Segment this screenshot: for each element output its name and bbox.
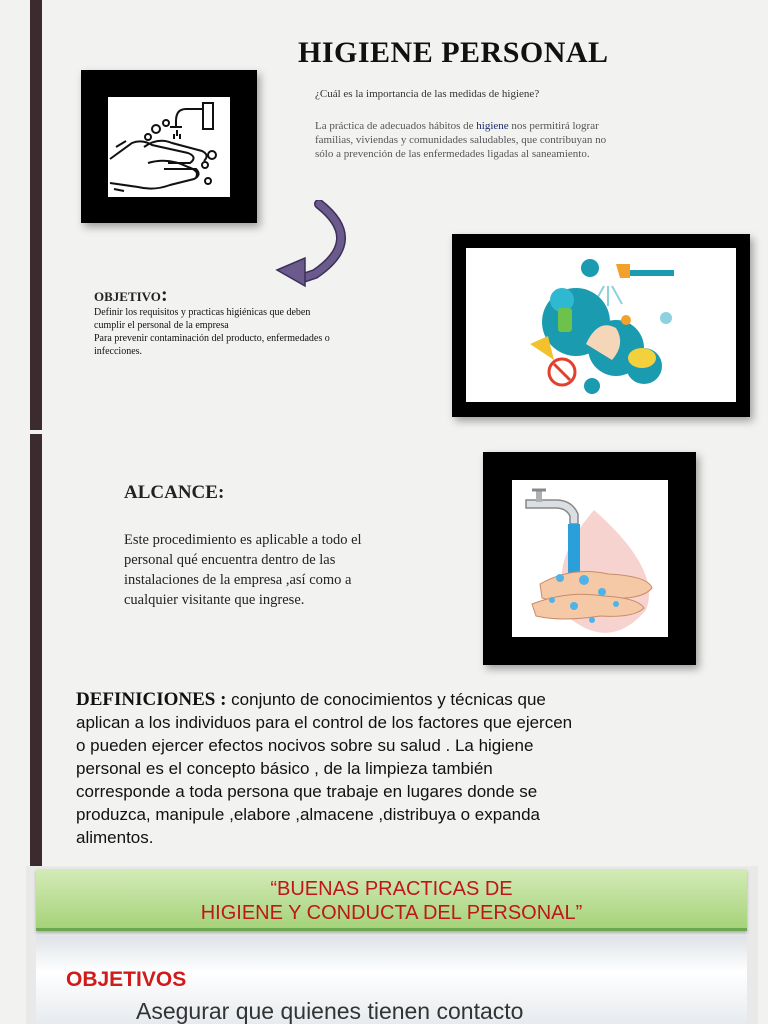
- hygiene-image-frame: [452, 234, 750, 417]
- hand-washing-image-frame: [81, 70, 257, 223]
- objetivo-heading: OBJETIVO:: [94, 284, 168, 306]
- hand-wash-image-frame: [483, 452, 696, 665]
- hygiene-items-illustration: [466, 248, 736, 402]
- banner-line-2: HIGIENE Y CONDUCTA DEL PERSONAL”: [200, 902, 583, 924]
- definiciones-heading: DEFINICIONES :: [76, 689, 227, 710]
- hands-under-faucet-illustration: [512, 480, 668, 637]
- objetivo-text: Definir los requisitos y practicas higiénicas que deben cumplir el personal de la empresa Para prevenir contaminación del producto, enfermedades o infecciones.: [94, 307, 330, 357]
- left-accent-bar: [30, 0, 42, 870]
- slide-banner: [36, 869, 747, 931]
- page-title: HIGIENE PERSONAL: [298, 36, 609, 69]
- slide-text: Asegurar que quienes tienen contacto: [136, 998, 524, 1024]
- left-bar-gap: [30, 430, 42, 434]
- definiciones-paragraph: DEFINICIONES : conjunto de conocimientos y técnicas que aplican a los individuos para el control de los factores que ejercen o pueden ejercer efectos nocivos sobre su salud . La higiene personal es el concepto básico , de la limpieza también corresponde a toda persona que trabaje en lugares donde se produzca, manipule ,elabore ,almacene ,distribuya o expanda alimentos.: [76, 689, 573, 847]
- slide-body: [36, 936, 747, 1024]
- slide-objetivos-heading: OBJETIVOS: [66, 968, 187, 991]
- hand-washing-faucet-icon: [108, 97, 230, 197]
- embedded-slide: [26, 866, 758, 1024]
- alcance-heading: ALCANCE:: [124, 482, 225, 503]
- banner-line-1: “BUENAS PRACTICAS DE: [270, 878, 513, 900]
- intro-paragraph: La práctica de adecuados hábitos de higiene nos permitirá lograr familias, viviendas y comunidades saludables, que contribuyan no sólo a prevención de las enfermedades ligadas al saneamiento.: [315, 120, 607, 160]
- curved-arrow-icon: [275, 200, 360, 290]
- alcance-text: Este procedimiento es aplicable a todo el personal qué encuentra dentro de las instalaciones de la empresa ,así como a cualquier visitante que ingrese.: [124, 532, 362, 608]
- intro-question: ¿Cuál es la importancia de las medidas de higiene?: [315, 88, 540, 100]
- keyword-higiene: higiene: [476, 120, 509, 132]
